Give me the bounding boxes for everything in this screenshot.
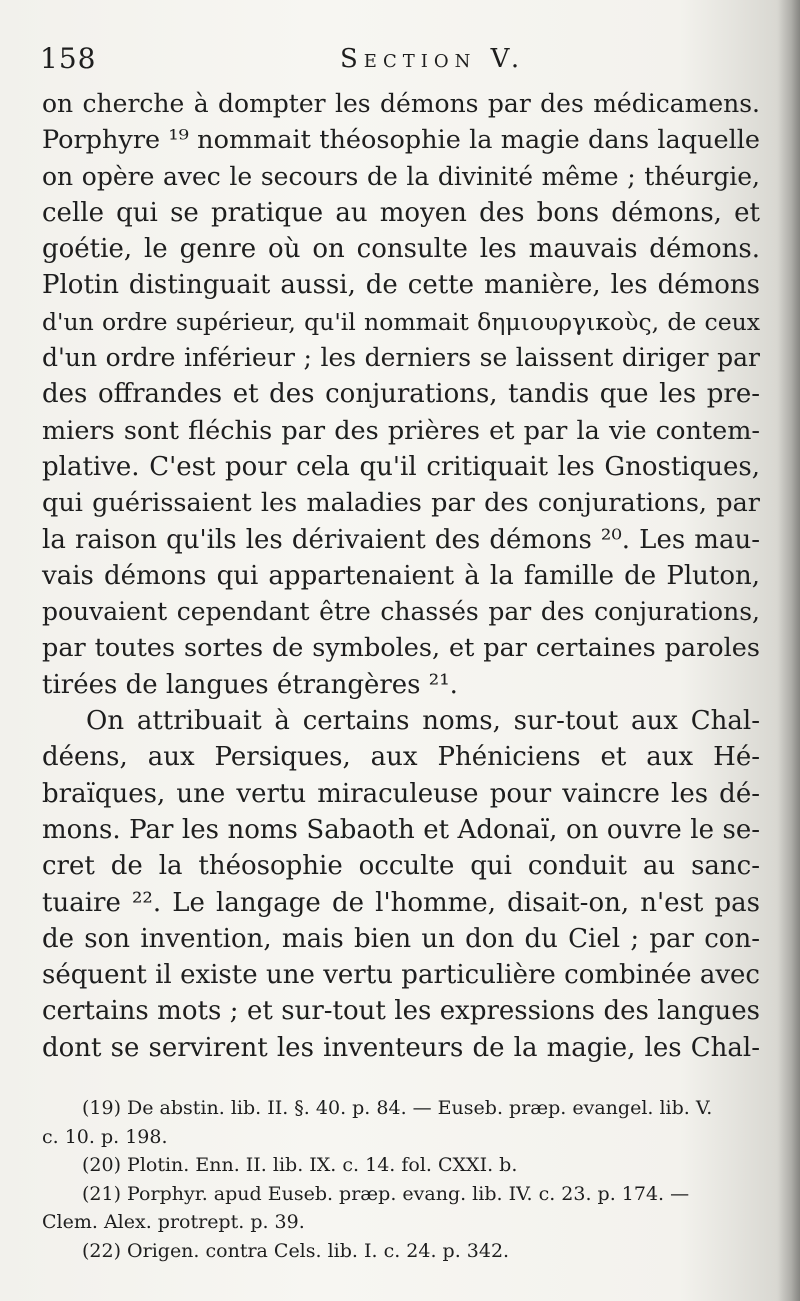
text-line: la raison qu'ils les dérivaient des démons ²⁰. Les mau-	[42, 524, 760, 555]
text-line: goétie, le genre où on consulte les mauvais démons.	[42, 234, 760, 265]
text-line: Plotin distinguait aussi, de cette manière, les démons	[42, 270, 760, 301]
footnote-21: (21) Porphyr. apud Euseb. præp. evang. lib. IV. c. 23. p. 174. —	[82, 1182, 690, 1205]
text-line: par toutes sortes de symboles, et par certaines paroles	[42, 633, 760, 664]
text-line: tuaire ²². Le langage de l'homme, disait-on, n'est pas	[42, 887, 760, 918]
text-line: plative. C'est pour cela qu'il critiquait les Gnostiques,	[42, 451, 760, 482]
paragraph-2	[42, 703, 760, 1066]
running-head: Section V.	[340, 44, 526, 74]
text-line: braïques, une vertu miraculeuse pour vaincre les dé-	[42, 778, 760, 809]
text-line: certains mots ; et sur-tout les expressions des langues	[42, 996, 760, 1027]
text-line: miers sont fléchis par des prières et par la vie contem-	[42, 415, 760, 446]
footnote-21-cont: Clem. Alex. protrept. p. 39.	[42, 1211, 305, 1234]
text-line: cret de la théosophie occulte qui conduit au sanc-	[42, 851, 760, 882]
paragraph-1	[42, 86, 760, 703]
text-line: on opère avec le secours de la divinité même ; théurgie,	[42, 161, 760, 191]
footnote-19: (19) De abstin. lib. II. §. 40. p. 84. — Euseb. præp. evangel. lib. V.	[82, 1097, 713, 1119]
text-line: séquent il existe une vertu particulière combinée avec	[42, 960, 760, 991]
text-line: des offrandes et des conjurations, tandis que les pre-	[42, 379, 760, 410]
text-line: celle qui se pratique au moyen des bons démons, et	[42, 197, 760, 228]
text-line: vais démons qui appartenaient à la famille de Pluton,	[42, 560, 760, 591]
body-text	[42, 86, 760, 1066]
text-line: d'un ordre supérieur, qu'il nommait δημιουργικοὺς, de ceux	[42, 307, 760, 336]
text-line: dont se servirent les inventeurs de la magie, les Chal-	[42, 1032, 760, 1063]
text-line: mons. Par les noms Sabaoth et Adonaï, on ouvre le se-	[42, 814, 760, 845]
footnotes	[42, 1094, 760, 1266]
page-header	[40, 42, 760, 82]
footnote-19-cont: c. 10. p. 198.	[42, 1125, 168, 1148]
footnote-20: (20) Plotin. Enn. II. lib. IX. c. 14. fol. CXXI. b.	[82, 1154, 518, 1177]
text-line: de son invention, mais bien un don du Ciel ; par con-	[42, 923, 760, 954]
page-edge-shadow	[778, 0, 800, 1301]
page-number: 158	[40, 42, 97, 75]
text-line: d'un ordre inférieur ; les derniers se laissent diriger par	[42, 343, 760, 373]
text-line: qui guérissaient les maladies par des conjurations, par	[42, 488, 760, 519]
text-line: pouvaient cependant être chassés par des conjurations,	[42, 597, 760, 627]
text-line: déens, aux Persiques, aux Phéniciens et aux Hé-	[42, 742, 760, 773]
text-line: Porphyre ¹⁹ nommait théosophie la magie dans laquelle	[42, 125, 760, 156]
text-line: tirées de langues étrangères ²¹.	[42, 669, 458, 700]
footnote-22: (22) Origen. contra Cels. lib. I. c. 24. p. 342.	[82, 1239, 510, 1262]
text-line: on cherche à dompter les démons par des médicamens.	[42, 89, 760, 118]
text-line: On attribuait à certains noms, sur-tout aux Chal-	[86, 706, 760, 737]
